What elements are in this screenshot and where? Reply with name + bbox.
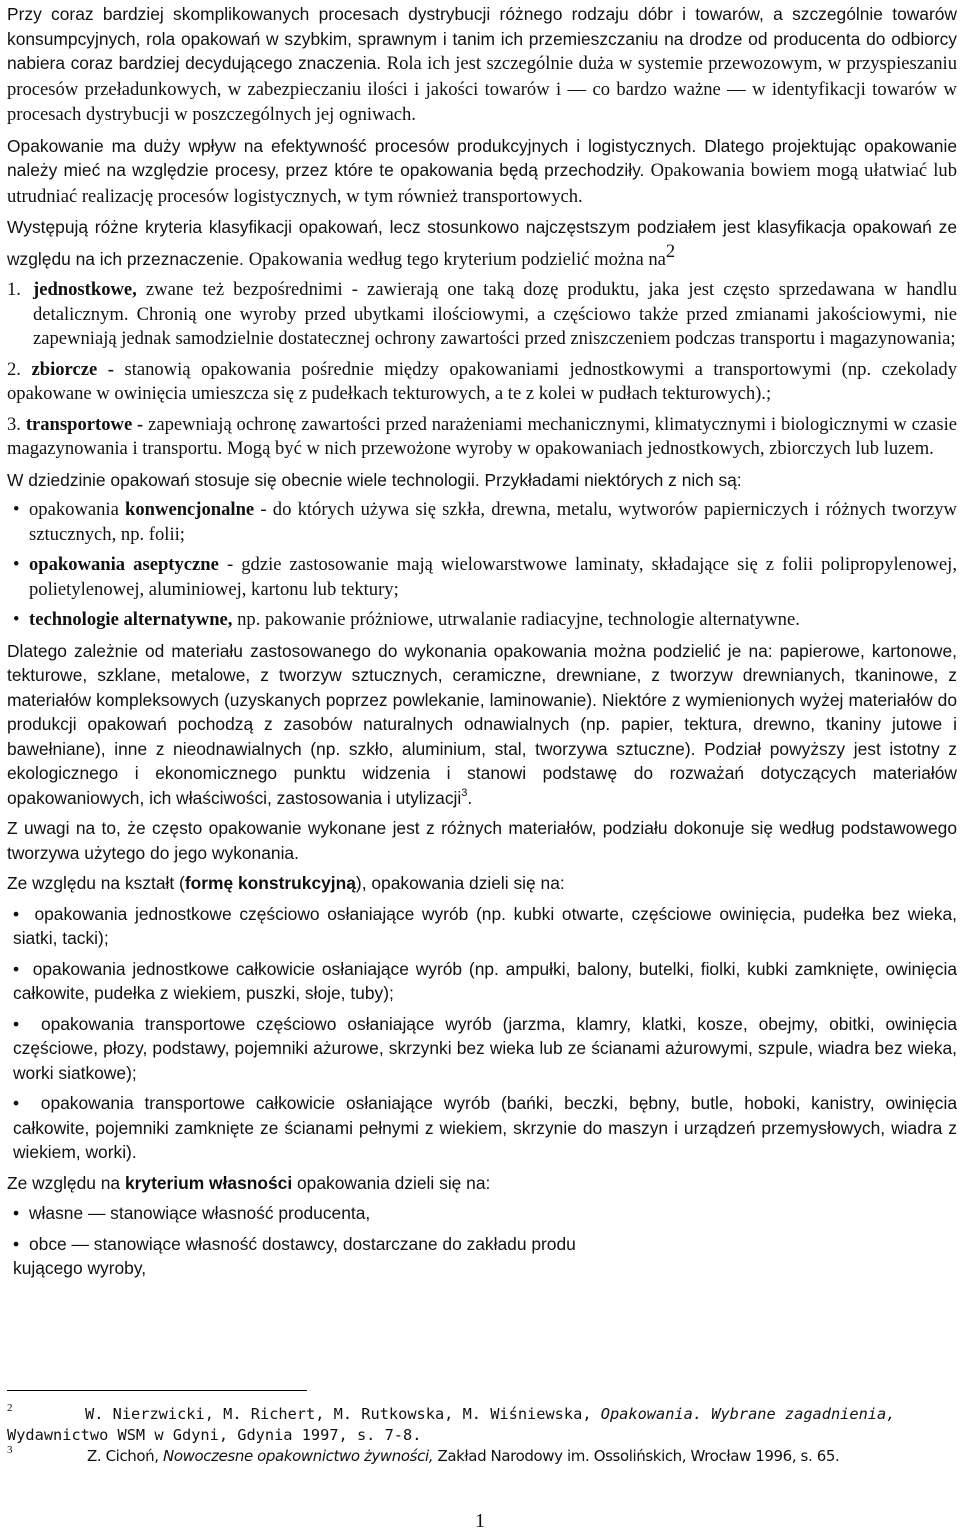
list-item: • opakowania jednostkowe całkowicie osłaniające wyrób (np. ampułki, balony, butelki, fiolki, kubki zamknięte, owinięcia całkowite, pudełka z wiekiem, puszki, słoje, tuby); — [13, 958, 957, 1003]
bullet-icon: • — [13, 1203, 20, 1223]
bullet-icon: • — [13, 958, 20, 979]
bullet-icon: • — [13, 554, 20, 575]
list-item: 2. zbiorcze - stanowią opakowania pośrednie między opakowaniami jednostkowymi a transportowymi (np. czekolady opakowane w owinięcia umieszcza się z pudełkach tekturowych, a te z kolei w pudłach tekturowych).; — [7, 358, 957, 404]
efficiency-paragraph: Opakowanie ma duży wpływ na efektywność procesów produkcyjnych i logistycznych. Dlatego projektując opakowanie należy mieć na względzie procesy, przez które te opakowania będą przechodziły. Opakowania bowiem mogą ułatwiać lub utrudniać realizację procesów logistycznych, w tym również transportowych. — [7, 135, 957, 207]
list-item: • opakowania transportowe całkowicie osłaniające wyrób (bańki, beczki, bębny, butle, hoboki, kanistry, owinięcia całkowite, pojemniki zamknięte ze ścianami pełnymi z wiekiem, skrzynie do maszyn i urządzeń przemysłowych, wiadra z wiekiem, worki). — [13, 1093, 957, 1162]
bullet-icon: • — [13, 609, 20, 630]
bullet-icon: • — [13, 903, 20, 924]
list-item: • własne — stanowiące własność producenta, — [7, 1201, 957, 1226]
list-item: • opakowania transportowe częściowo osłaniające wyrób (jarzma, klamry, klatki, kosze, obejmy, obitki, owinięcia częściowe, płozy, podstawy, pojemniki ażurowe, skrzynki bez wieka lub ze ścianami ażurowymi, szpule, wiadra bez wieka, worki siatkowe); — [13, 1013, 957, 1083]
bullet-icon: • — [13, 1093, 20, 1113]
technologies-list — [7, 498, 957, 633]
purpose-list — [7, 278, 957, 462]
footnote-ref-3[interactable]: 3 — [461, 786, 468, 799]
technologies-intro: W dziedzinie opakowań stosuje się obecnie wiele technologii. Przykładami niektórych z nich są: — [7, 469, 742, 490]
list-item: 3. transportowe - zapewniają ochronę zawartości przed narażeniami mechanicznymi, klimatycznymi i biologicznymi w czasie magazynowania i transportu. Mogą być w nich przewożone wyroby w opakowaniach jednostkowych, zbiorczych lub luzem. — [7, 413, 957, 459]
bullet-icon: • — [13, 1233, 20, 1254]
ownership-intro: Ze względu na kryterium własności opakowania dzieli się na: — [7, 1172, 491, 1193]
base-material-paragraph: Z uwagi na to, że często opakowanie wykonane jest z różnych materiałów, podziału dokonuje się według podstawowego tworzywa użytego do jego wykonania. — [7, 818, 957, 863]
bullet-icon: • — [13, 1013, 20, 1034]
list-item: • opakowania konwencjonalne - do których używa się szkła, drewna, metalu, wytworów papierniczych i różnych tworzyw sztucznych, np. folii; — [7, 498, 957, 547]
ownership-list — [7, 1201, 957, 1281]
intro-paragraph: Przy coraz bardziej skomplikowanych procesach dystrybucji różnego rodzaju dóbr i towarów, a szczególnie towarów konsumpcyjnych, rola opakowań w szybkim, sprawnym i tanim ich przemieszczaniu na drodze od producenta do odbiorcy nabiera coraz bardziej decydującego znaczenia. Rola ich jest szczególnie duża w systemie przewozowym, w przyspieszaniu procesów przeładunkowych, w zabezpieczaniu ilości i jakości towarów i — co bardzo ważne — w identyfikacji towarów w procesach dystrybucji w poszczególnych jej ogniwach. — [7, 4, 957, 125]
list-item: 1. jednostkowe, zwane też bezpośrednimi - zawierają one taką dozę produktu, jaka jest często sprzedawana w handlu detalicznym. Chronią one wyroby przed ubytkami ilościowymi, a częściowo także przed zmianami jakościowymi, nie zapewniają jednak samodzielnie dostatecznej ochrony zawartości przed zniszczeniem podczas transportu i magazynowania; — [7, 279, 957, 349]
shape-intro: Ze względu na kształt (formę konstrukcyjną), opakowania dzieli się na: — [7, 873, 565, 893]
footnote-ref-2[interactable]: 2 — [665, 240, 676, 262]
list-item: • opakowania aseptyczne - gdzie zastosowanie mają wielowarstwowe laminaty, składające się z folii polipropylenowej, polietylenowej, aluminiowej, kartonu lub tektury; — [7, 553, 957, 602]
bullet-icon: • — [13, 499, 20, 520]
footnote-separator — [7, 1390, 307, 1391]
shapes-list — [7, 902, 957, 1165]
page-number: 1 — [475, 1510, 485, 1532]
list-item: • opakowania jednostkowe częściowo osłaniające wyrób (np. kubki otwarte, częściowe owinięcia, pudełka bez wieka, siatki, tacki); — [13, 903, 958, 948]
materials-paragraph: Dlatego zależnie od materiału zastosowanego do wykonania opakowania można podzielić je na: papierowe, kartonowe, tekturowe, szklane, metalowe, z tworzyw sztucznych, ceramiczne, drewniane, z tworzyw drewnianych, tkaninowe, z materiałów kompleksowych (uzyskanych poprzez powlekanie, laminowanie). Niektóre z wymienionych wyżej materiałów do produkcji opakowań pochodzą z zasobów naturalnych odnawialnych (np. papier, tektura, drewno, tkaniny jutowe i bawełniane), inne z nieodnawialnych (np. szkło, aluminium, stal, tworzywa sztuczne). Podział powyższy jest istotny z ekologicznego i ekonomicznego punktu widzenia i stanowi podstawę do rozważań dotyczących materiałów opakowaniowych, ich właściwości, zastosowania i utylizacji$^3$. — [7, 640, 957, 808]
list-item: • obce — stanowiące własność dostawcy, dostarczane do zakładu produ kującego wyroby, — [7, 1232, 957, 1281]
footnote-2: 2 W. Nierzwicki, M. Richert, M. Rutkowska, M. Wiśniewska, Opakowania. Wybrane zagadnienia, Wydawnictwo WSM w Gdyni, Gdynia 1997, s. 7-8. — [7, 1402, 896, 1444]
document-page — [7, 0, 957, 1281]
footnote-3: 3 Z. Cichoń, Nowoczesne opakownictwo żywności, Zakład Narodowy im. Ossolińskich, Wrocław 1996, s. 65. — [7, 1444, 840, 1465]
classification-paragraph: Występują różne kryteria klasyfikacji opakowań, lecz stosunkowo najczęstszym podziałem jest klasyfikacja opakowań ze względu na ich przeznaczenie. Opakowania według tego kryterium podzielić można $na^2$ — [7, 217, 957, 270]
list-item: • technologie alternatywne, np. pakowanie próżniowe, utrwalanie radiacyjne, technologie alternatywne. — [7, 608, 957, 633]
